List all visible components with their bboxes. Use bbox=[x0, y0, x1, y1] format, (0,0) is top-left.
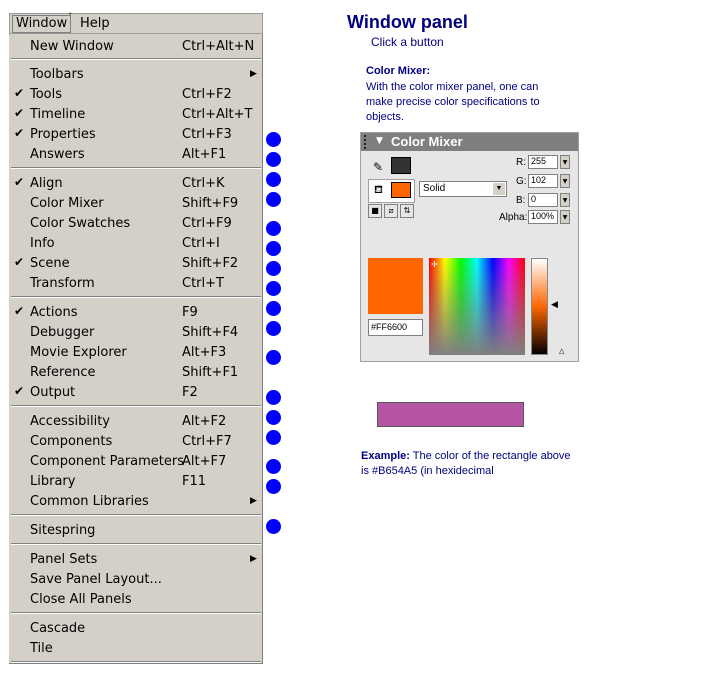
checkmark-icon: ✔ bbox=[14, 86, 25, 100]
menu-separator bbox=[11, 58, 261, 60]
menu-separator bbox=[11, 612, 261, 614]
luminance-slider[interactable] bbox=[531, 258, 548, 355]
dot-button[interactable] bbox=[266, 152, 281, 167]
example-description bbox=[361, 449, 571, 479]
dot-button[interactable] bbox=[266, 172, 281, 187]
menu-item-output[interactable] bbox=[9, 383, 262, 403]
menu-item-shortcut: Ctrl+I bbox=[182, 236, 220, 251]
dot-button[interactable] bbox=[266, 221, 281, 236]
window-dropdown-menu bbox=[9, 34, 263, 664]
current-color-preview bbox=[368, 258, 423, 314]
menu-item-label: Save Panel Layout... bbox=[30, 572, 162, 587]
menu-item-debugger[interactable] bbox=[9, 323, 262, 343]
menu-item-label: Info bbox=[30, 236, 55, 251]
menu-item-label: Color Mixer bbox=[30, 196, 104, 211]
menu-item-label: Close All Panels bbox=[30, 592, 132, 607]
fill-type-value: Solid bbox=[423, 183, 446, 194]
menu-bar bbox=[9, 13, 263, 34]
menu-item-color-swatches[interactable] bbox=[9, 214, 262, 234]
checkmark-icon: ✔ bbox=[14, 106, 25, 120]
menu-item-label: Cascade bbox=[30, 621, 86, 636]
example-text: The color of the rectangle above is #B654A5 (in hexidecimal bbox=[361, 450, 571, 477]
menu-item-shortcut: F2 bbox=[182, 385, 198, 400]
fill-color-swatch[interactable] bbox=[391, 182, 411, 198]
r-dropdown-icon[interactable]: ▼ bbox=[560, 155, 570, 169]
menu-item-library[interactable] bbox=[9, 472, 262, 492]
menu-separator bbox=[11, 514, 261, 516]
menu-item-shortcut: Shift+F1 bbox=[182, 365, 239, 380]
page-title: Window panel bbox=[347, 12, 468, 32]
b-dropdown-icon[interactable]: ▼ bbox=[560, 193, 570, 207]
menu-item-shortcut: Ctrl+F9 bbox=[182, 216, 232, 231]
hex-input[interactable]: #FF6600 bbox=[368, 319, 423, 336]
menu-item-common-libraries[interactable] bbox=[9, 492, 262, 512]
menu-item-scene[interactable] bbox=[9, 254, 262, 274]
menu-item-accessibility[interactable] bbox=[9, 412, 262, 432]
collapse-triangle-icon[interactable]: ▼ bbox=[376, 136, 383, 146]
menu-item-toolbars[interactable] bbox=[9, 65, 262, 85]
menu-window[interactable]: Window bbox=[12, 15, 71, 33]
submenu-arrow-icon: ▶ bbox=[250, 554, 257, 564]
dot-button[interactable] bbox=[266, 301, 281, 316]
g-input[interactable]: 102 bbox=[528, 174, 558, 188]
menu-item-label: Sitespring bbox=[30, 523, 96, 538]
menu-item-shortcut: Ctrl+K bbox=[182, 176, 225, 191]
menu-item-shortcut: Alt+F3 bbox=[182, 345, 227, 360]
fill-type-select[interactable] bbox=[419, 181, 507, 197]
slider-arrow-icon[interactable]: ◀ bbox=[551, 300, 558, 310]
menu-item-shortcut: Ctrl+F2 bbox=[182, 87, 232, 102]
menu-item-info[interactable] bbox=[9, 234, 262, 254]
dot-button[interactable] bbox=[266, 459, 281, 474]
menu-separator bbox=[11, 167, 261, 169]
checkmark-icon: ✔ bbox=[14, 384, 25, 398]
dot-button[interactable] bbox=[266, 519, 281, 534]
swap-colors-icon[interactable]: ⇅ bbox=[400, 204, 414, 218]
chevron-down-icon[interactable]: ▼ bbox=[493, 183, 505, 195]
fill-bucket-icon: ⛾ bbox=[374, 183, 383, 196]
menu-item-save-panel-layout[interactable] bbox=[9, 570, 262, 590]
menu-item-label: Toolbars bbox=[30, 67, 84, 82]
checkmark-icon: ✔ bbox=[14, 255, 25, 269]
menu-item-color-mixer[interactable] bbox=[9, 194, 262, 214]
cursor-caret-icon: ˇ bbox=[68, 13, 73, 23]
menu-item-shortcut: Ctrl+T bbox=[182, 276, 224, 291]
menu-item-shortcut: Shift+F2 bbox=[182, 256, 239, 271]
dot-button[interactable] bbox=[266, 430, 281, 445]
alpha-label: Alpha: bbox=[499, 212, 528, 223]
dot-button[interactable] bbox=[266, 132, 281, 147]
menu-item-label: Timeline bbox=[30, 107, 86, 122]
menu-item-label: Debugger bbox=[30, 325, 95, 340]
menu-item-label: Scene bbox=[30, 256, 70, 271]
menu-separator bbox=[11, 543, 261, 545]
menu-item-label: Common Libraries bbox=[30, 494, 149, 509]
dot-button[interactable] bbox=[266, 192, 281, 207]
menu-item-label: Properties bbox=[30, 127, 96, 142]
crosshair-icon[interactable]: ✛ bbox=[431, 260, 438, 269]
color-mixer-panel bbox=[360, 132, 579, 362]
menu-item-label: Align bbox=[30, 176, 63, 191]
grip-icon[interactable] bbox=[364, 135, 370, 149]
dot-button[interactable] bbox=[266, 241, 281, 256]
menu-item-sitespring[interactable] bbox=[9, 521, 262, 541]
example-label: Example: bbox=[361, 450, 410, 462]
dot-button[interactable] bbox=[266, 261, 281, 276]
checkmark-icon: ✔ bbox=[14, 304, 25, 318]
menu-item-label: Actions bbox=[30, 305, 78, 320]
menu-item-transform[interactable] bbox=[9, 274, 262, 294]
menu-item-shortcut: Ctrl+Alt+T bbox=[182, 107, 253, 122]
menu-item-label: Tile bbox=[30, 641, 53, 656]
menu-item-shortcut: Alt+F1 bbox=[182, 147, 227, 162]
stroke-pencil-icon: ✎ bbox=[373, 160, 384, 174]
menu-item-close-all-panels[interactable] bbox=[9, 590, 262, 610]
checkmark-icon: ✔ bbox=[14, 175, 25, 189]
menu-item-shortcut: Alt+F7 bbox=[182, 454, 227, 469]
b-label: B: bbox=[516, 195, 526, 206]
menu-separator bbox=[11, 661, 261, 663]
color-spectrum[interactable] bbox=[429, 258, 525, 355]
menu-item-actions[interactable] bbox=[9, 303, 262, 323]
dot-button[interactable] bbox=[266, 350, 281, 365]
menu-item-components[interactable] bbox=[9, 432, 262, 452]
panel-title: Color Mixer bbox=[391, 134, 463, 149]
menu-item-label: Answers bbox=[30, 147, 85, 162]
checkmark-icon: ✔ bbox=[14, 126, 25, 140]
menu-item-label: New Window bbox=[30, 39, 114, 54]
color-mixer-description: With the color mixer panel, one can make precise color specifications to objects. bbox=[366, 81, 540, 123]
no-color-icon[interactable]: ⧄ bbox=[384, 204, 398, 218]
r-input[interactable]: 255 bbox=[528, 155, 558, 169]
menu-item-shortcut: Ctrl+F7 bbox=[182, 434, 232, 449]
dot-button[interactable] bbox=[266, 410, 281, 425]
alpha-dropdown-icon[interactable]: ▼ bbox=[560, 210, 570, 224]
submenu-arrow-icon: ▶ bbox=[250, 496, 257, 506]
resize-corner-icon[interactable]: △ bbox=[559, 347, 565, 355]
menu-help[interactable]: Help bbox=[80, 16, 110, 31]
dot-button[interactable] bbox=[266, 281, 281, 296]
menu-item-answers[interactable] bbox=[9, 145, 262, 165]
menu-item-timeline[interactable] bbox=[9, 105, 262, 125]
b-input[interactable]: 0 bbox=[528, 193, 558, 207]
menu-item-shortcut: Shift+F4 bbox=[182, 325, 239, 340]
menu-item-label: Movie Explorer bbox=[30, 345, 127, 360]
alpha-input[interactable]: 100% bbox=[528, 210, 558, 224]
page-subtitle: Click a button bbox=[371, 35, 444, 49]
menu-item-shortcut: F11 bbox=[182, 474, 207, 489]
menu-item-align[interactable] bbox=[9, 174, 262, 194]
default-colors-icon[interactable]: ■ bbox=[368, 204, 382, 218]
menu-item-label: Panel Sets bbox=[30, 552, 98, 567]
menu-item-tile[interactable] bbox=[9, 639, 262, 659]
menu-item-shortcut: F9 bbox=[182, 305, 198, 320]
menu-item-shortcut: Ctrl+F3 bbox=[182, 127, 232, 142]
menu-separator bbox=[11, 296, 261, 298]
dot-button[interactable] bbox=[266, 479, 281, 494]
menu-item-shortcut: Shift+F9 bbox=[182, 196, 239, 211]
menu-item-label: Library bbox=[30, 474, 76, 489]
g-dropdown-icon[interactable]: ▼ bbox=[560, 174, 570, 188]
menu-item-label: Components bbox=[30, 434, 113, 449]
r-label: R: bbox=[516, 157, 526, 168]
dot-button[interactable] bbox=[266, 390, 281, 405]
menu-item-label: Accessibility bbox=[30, 414, 110, 429]
g-label: G: bbox=[516, 176, 527, 187]
menu-item-cascade[interactable] bbox=[9, 619, 262, 639]
menu-item-panel-sets[interactable] bbox=[9, 550, 262, 570]
menu-separator bbox=[11, 405, 261, 407]
menu-item-shortcut: Ctrl+Alt+N bbox=[182, 39, 255, 54]
example-color-rectangle bbox=[377, 402, 524, 427]
panel-header[interactable] bbox=[361, 133, 578, 151]
menu-item-properties[interactable] bbox=[9, 125, 262, 145]
menu-item-component-parameters[interactable] bbox=[9, 452, 262, 472]
submenu-arrow-icon: ▶ bbox=[250, 69, 257, 79]
menu-item-label: Output bbox=[30, 385, 76, 400]
menu-item-shortcut: Alt+F2 bbox=[182, 414, 227, 429]
menu-item-label: Component Parameters bbox=[30, 454, 185, 469]
stroke-color-swatch[interactable] bbox=[391, 157, 411, 174]
color-mixer-title: Color Mixer: bbox=[366, 65, 431, 77]
menu-item-reference[interactable] bbox=[9, 363, 262, 383]
menu-item-label: Tools bbox=[30, 87, 63, 102]
menu-item-label: Transform bbox=[30, 276, 95, 291]
menu-item-movie-explorer[interactable] bbox=[9, 343, 262, 363]
menu-item-tools[interactable] bbox=[9, 85, 262, 105]
dot-button[interactable] bbox=[266, 321, 281, 336]
menu-item-label: Reference bbox=[30, 365, 96, 380]
menu-item-label: Color Swatches bbox=[30, 216, 131, 231]
menu-item-new-window[interactable] bbox=[9, 37, 262, 57]
